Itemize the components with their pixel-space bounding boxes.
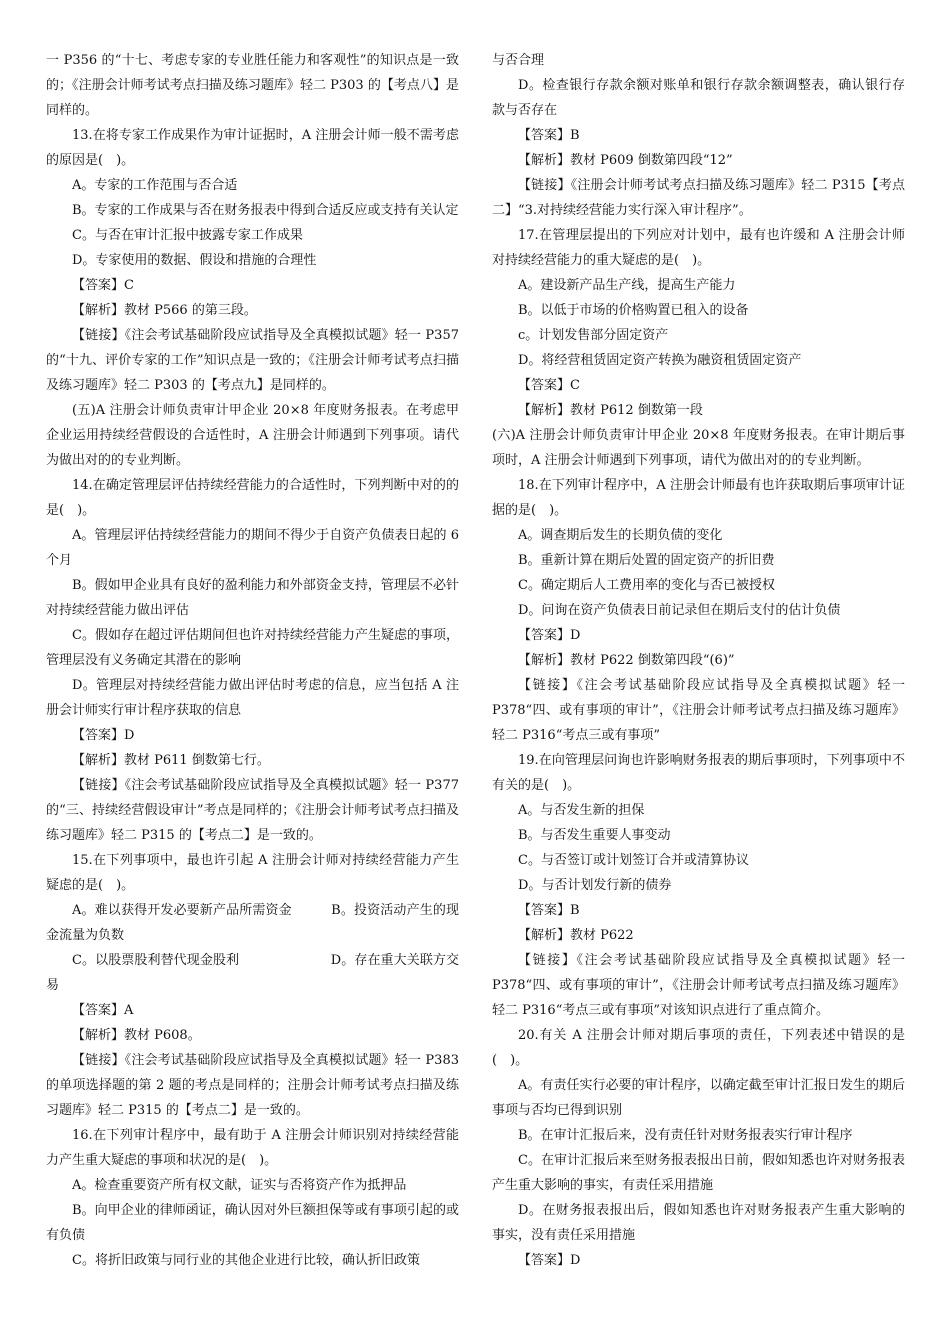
right-paragraph: D。与否计划发行新的债券	[518, 878, 672, 893]
right-paragraph: 【答案】D	[518, 628, 581, 643]
left-paragraph: D。专家使用的数据、假设和措施的合理性	[72, 253, 317, 268]
right-paragraph: (六)A 注册会计师负责审计甲企业 20×8 年度财务报表。在审计期后事项时，A 注册会计师遇到下列事项，请代为做出对的的专业判断。	[492, 428, 905, 468]
right-paragraph: 【链接】《注册会计师考试考点扫描及练习题库》轻二 P315【考点二】“3.对持续经营能力实行深入审计程序”。	[492, 178, 905, 218]
right-paragraph: D。在财务报表报出后，假如知悉也许对财务报表产生重大影响的事实，没有责任采用措施	[492, 1203, 905, 1243]
left-paragraph: A。检查重要资产所有权文献，证实与否将资产作为抵押品	[72, 1178, 407, 1193]
right-column	[492, 48, 910, 1273]
left-paragraph: C。将折旧政策与同行业的其他企业进行比较，确认折旧政策	[72, 1253, 420, 1268]
left-paragraph: 【解析】教材 P566 的第三段。	[72, 303, 257, 318]
right-paragraph: 与否合理	[492, 53, 545, 68]
left-paragraph: B。假如甲企业具有良好的盈利能力和外部资金支持，管理层不必针对持续经营能力做出评估	[46, 578, 459, 618]
left-paragraph: 14.在确定管理层评估持续经营能力的合适性时，下列判断中对的的是( )。	[46, 478, 459, 518]
right-paragraph: C。与否签订或计划签订合并或清算协议	[518, 853, 749, 868]
right-paragraph: 20.有关 A 注册会计师对期后事项的责任，下列表述中错误的是( )。	[492, 1028, 905, 1068]
left-paragraph: C。以股票股利替代现金股利 D。存在重大关联方交易	[46, 953, 459, 993]
right-paragraph: 【答案】B	[518, 128, 580, 143]
right-paragraph: 【解析】教材 P609 倒数第四段“12”	[518, 153, 733, 168]
left-paragraph: 【链接】《注会考试基础阶段应试指导及全真模拟试题》轻一 P357 的“十九、评价专家的工作”知识点是一致的；《注册会计师考试考点扫描及练习题库》轻二 P303 的【考点九】是同样的。	[46, 328, 464, 393]
left-paragraph: A。管理层评估持续经营能力的期间不得少于自资产负债表日起的 6 个月	[46, 528, 464, 568]
right-paragraph: c。计划发售部分固定资产	[518, 328, 669, 343]
left-paragraph: B。专家的工作成果与否在财务报表中得到合适反应或支持有关认定	[72, 203, 459, 218]
right-paragraph: 【解析】教材 P622 倒数第四段“(6)”	[518, 653, 735, 668]
left-paragraph: D。管理层对持续经营能力做出评估时考虑的信息，应当包括 A 注册会计师实行审计程序获取的信息	[46, 678, 459, 718]
right-paragraph: B。与否发生重要人事变动	[518, 828, 671, 843]
left-paragraph: 【链接】《注会考试基础阶段应试指导及全真模拟试题》轻一 P383 的单项选择题的第 2 题的考点是同样的；注册会计师考试考点扫描及练习题库》轻二 P315 的【考点二】是一致的。	[46, 1053, 464, 1118]
left-paragraph: B。向甲企业的律师函证，确认因对外巨额担保等或有事项引起的或有负债	[46, 1203, 459, 1243]
right-paragraph: B。以低于市场的价格购置已租入的设备	[518, 303, 749, 318]
right-paragraph: A。建设新产品生产线，提高生产能力	[518, 278, 736, 293]
right-paragraph: D。将经营租赁固定资产转换为融资租赁固定资产	[518, 353, 802, 368]
right-paragraph: 【链接】《注会考试基础阶段应试指导及全真模拟试题》轻一 P378“四、或有事项的审计”，《注册会计师考试考点扫描及练习题库》轻二 P316“考点三或有事项”	[492, 678, 910, 743]
left-paragraph: 【答案】A	[72, 1003, 134, 1018]
left-paragraph: (五)A 注册会计师负责审计甲企业 20×8 年度财务报表。在考虑甲企业运用持续经营假设的合适性时，A 注册会计师遇到下列事项。请代为做出对的的专业判断。	[46, 403, 459, 468]
right-paragraph: 【链接】《注会考试基础阶段应试指导及全真模拟试题》轻一 P378“四、或有事项的审计”，《注册会计师考试考点扫描及练习题库》轻二 P316“考点三或有事项”对该知识点进行了重点简介。	[492, 953, 910, 1018]
left-paragraph: A。专家的工作范围与否合适	[72, 178, 238, 193]
right-paragraph: 【解析】教材 P622	[518, 928, 634, 943]
right-paragraph: C。确定期后人工费用率的变化与否已被授权	[518, 578, 775, 593]
left-paragraph: 【答案】D	[72, 728, 135, 743]
left-paragraph: 13.在将专家工作成果作为审计证据时，A 注册会计师一般不需考虑的原因是( )。	[46, 128, 459, 168]
left-paragraph: 16.在下列审计程序中，最有助于 A 注册会计师识别对持续经营能力产生重大疑虑的事项和状况的是( )。	[46, 1128, 459, 1168]
right-paragraph: 18.在下列审计程序中，A 注册会计师最有也许获取期后事项审计证据的是( )。	[492, 478, 905, 518]
right-paragraph: A。有责任实行必要的审计程序，以确定截至审计汇报日发生的期后事项与否均已得到识别	[492, 1078, 905, 1118]
left-column	[46, 48, 464, 1273]
right-paragraph: 【解析】教材 P612 倒数第一段	[518, 403, 703, 418]
right-paragraph: 【答案】C	[518, 378, 580, 393]
right-paragraph: 17.在管理层提出的下列应对计划中，最有也许缓和 A 注册会计师对持续经营能力的重大疑虑的是( )。	[492, 228, 905, 268]
right-paragraph: C。在审计汇报后来至财务报表报出日前，假如知悉也许对财务报表产生重大影响的事实，有责任采用措施	[492, 1153, 905, 1193]
right-paragraph: D。检查银行存款余额对账单和银行存款余额调整表，确认银行存款与否存在	[492, 78, 905, 118]
left-paragraph: 【解析】教材 P608。	[72, 1028, 201, 1043]
right-paragraph: 19.在向管理层问询也许影响财务报表的期后事项时，下列事项中不有关的是( )。	[492, 753, 905, 793]
left-paragraph: 【链接】《注会考试基础阶段应试指导及全真模拟试题》轻一 P377 的“三、持续经营假设审计”考点是同样的；《注册会计师考试考点扫描及练习题库》轻二 P315 的【考点二】是一致的。	[46, 778, 464, 843]
left-paragraph: C。与否在审计汇报中披露专家工作成果	[72, 228, 303, 243]
right-paragraph: 【答案】D	[518, 1253, 581, 1268]
right-paragraph: D。问询在资产负债表日前记录但在期后支付的估计负债	[518, 603, 841, 618]
right-paragraph: A。调查期后发生的长期负债的变化	[518, 528, 723, 543]
right-paragraph: B。重新计算在期后处置的固定资产的折旧费	[518, 553, 775, 568]
right-paragraph: B。在审计汇报后来，没有责任针对财务报表实行审计程序	[518, 1128, 853, 1143]
right-paragraph: 【答案】B	[518, 903, 580, 918]
left-paragraph: 15.在下列事项中，最也许引起 A 注册会计师对持续经营能力产生疑虑的是( )。	[46, 853, 459, 893]
right-paragraph: A。与否发生新的担保	[518, 803, 645, 818]
left-paragraph: A。难以获得开发必要新产品所需资金 B。投资活动产生的现金流量为负数	[46, 903, 459, 943]
left-paragraph: 【解析】教材 P611 倒数第七行。	[72, 753, 270, 768]
left-paragraph: 【答案】C	[72, 278, 134, 293]
left-paragraph: C。假如存在超过评估期间但也许对持续经营能力产生疑虑的事项，管理层没有义务确定其潜在的影响	[46, 628, 459, 668]
left-paragraph: 一 P356 的“十七、考虑专家的专业胜任能力和客观性”的知识点是一致的；《注册会计师考试考点扫描及练习题库》轻二 P303 的【考点八】是同样的。	[46, 53, 459, 118]
